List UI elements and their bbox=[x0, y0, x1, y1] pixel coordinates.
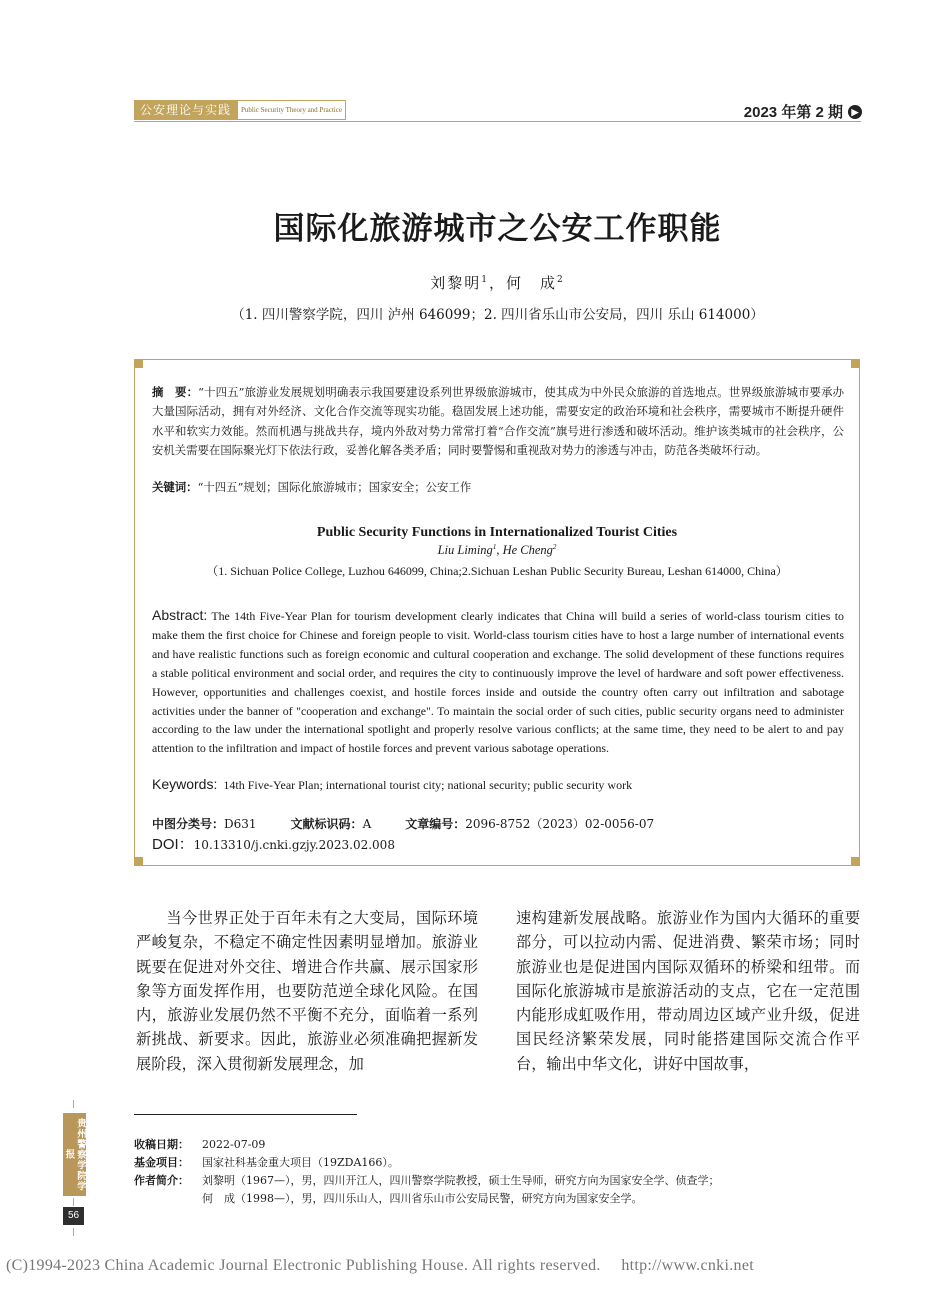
abstract-en bbox=[152, 606, 844, 758]
footnote-rule bbox=[134, 1114, 357, 1115]
english-author-1-sup: 1 bbox=[492, 543, 497, 551]
abstract-cn-label: 摘 要： bbox=[152, 385, 199, 399]
clc-value: D631 bbox=[224, 817, 257, 831]
box-corner bbox=[851, 359, 860, 368]
box-corner bbox=[134, 857, 143, 866]
footnote-author bbox=[134, 1172, 860, 1190]
side-divider bbox=[73, 1100, 74, 1108]
english-author-2: He Cheng bbox=[502, 543, 553, 558]
issue-text: 2023 年第 2 期 bbox=[743, 104, 843, 121]
box-corner bbox=[851, 857, 860, 866]
journal-tag bbox=[134, 100, 346, 120]
footnote-received bbox=[134, 1136, 860, 1154]
author-sep: ， bbox=[488, 274, 506, 292]
page-number: 56 bbox=[63, 1207, 84, 1225]
chevron-right-icon: ▶ bbox=[848, 105, 862, 119]
body-column-right: 速构建新发展战略。旅游业作为国内大循环的重要部分，可以拉动内需、促进消费、繁荣市场；同时旅游业也是促进国内国际双循环的桥梁和纽带。而国际化旅游城市是旅游活动的支点，它在一定范围内能形成虹吸作用，带动周边区域产业升级，促进国民经济繁荣发展，同时能搭建国际交流合作平台，输出中华文化，讲好中国故事， bbox=[516, 909, 860, 1073]
english-affiliation: （1. Sichuan Police College, Luzhou 646099, China;2.Sichuan Leshan Public Security Bureau, Leshan 614000, China） bbox=[206, 564, 788, 578]
keywords-en bbox=[152, 776, 844, 793]
footnote-author-2 bbox=[134, 1190, 860, 1208]
author-bio-1: 刘黎明（1967—），男，四川开江人，四川警察学院教授，硕士生导师，研究方向为国家安全学、侦查学； bbox=[202, 1174, 720, 1187]
english-author-2-sup: 2 bbox=[552, 543, 557, 551]
journal-side-tab: 贵州警察学院学报 bbox=[63, 1113, 86, 1196]
journal-name-cn: 公安理论与实践 bbox=[134, 100, 237, 120]
paper-title: 国际化旅游城市之公安工作职能 bbox=[273, 211, 722, 247]
abstract-en-label: Abstract: bbox=[152, 607, 208, 623]
author-1-sup: 1 bbox=[481, 275, 489, 285]
fund-value: 国家社科基金重大项目（19ZDA166）。 bbox=[202, 1156, 399, 1169]
english-author-1: Liu Liming bbox=[437, 543, 493, 558]
keywords-cn-label: 关键词： bbox=[152, 480, 198, 494]
authors bbox=[0, 272, 950, 293]
side-divider bbox=[73, 1228, 74, 1236]
box-corner bbox=[134, 359, 143, 368]
keywords-en-label: Keywords: bbox=[152, 776, 218, 792]
copyright-watermark: (C)1994-2023 China Academic Journal Electronic Publishing House. All rights reserved. http://www.cnki.net bbox=[6, 1257, 754, 1274]
doc-code-field bbox=[291, 815, 372, 832]
body-column-left: 当今世界正处于百年未有之大变局，国际环境严峻复杂，不稳定不确定性因素明显增加。旅游业既要在促进对外交往、增进合作共赢、展示国家形象等方面发挥作用，也要防范逆全球化风险。在国内，旅游业发展仍然不平衡不充分，面临着一系列新挑战、新要求。因此，旅游业必须准确把握新发展阶段，深入贯彻新发展理念，加 bbox=[136, 909, 478, 1073]
classification-meta bbox=[152, 815, 654, 832]
footnotes bbox=[134, 1136, 860, 1208]
article-no-label: 文章编号： bbox=[405, 817, 466, 831]
doi bbox=[152, 833, 395, 854]
doi-label: DOI： bbox=[152, 836, 194, 853]
author-2-sup: 2 bbox=[557, 275, 565, 285]
article-no-value: 2096-8752（2023）02-0056-07 bbox=[465, 817, 655, 831]
received-label: 收稿日期： bbox=[134, 1138, 189, 1151]
keywords-en-text: 14th Five-Year Plan; international tourist city; national security; public security work bbox=[223, 778, 633, 792]
keywords-cn-text: “十四五”规划；国际化旅游城市；国家安全；公安工作 bbox=[197, 480, 472, 494]
clc-label: 中图分类号： bbox=[152, 817, 225, 831]
english-author-sep: , bbox=[496, 543, 503, 558]
doi-value: 10.13310/j.cnki.gzjy.2023.02.008 bbox=[193, 838, 395, 852]
author-2: 何 成 bbox=[506, 274, 558, 292]
issue-label bbox=[744, 101, 862, 122]
clc-field bbox=[152, 815, 257, 832]
abstract-cn bbox=[152, 383, 844, 460]
side-divider bbox=[73, 1198, 74, 1206]
footnote-fund bbox=[134, 1154, 860, 1172]
english-authors bbox=[134, 543, 860, 558]
abstract-cn-text: “十四五”旅游业发展规划明确表示我国要建设系列世界级旅游城市，使其成为中外民众旅游的首选地点。世界级旅游城市要承办大量国际活动，拥有对外经济、文化合作交流等现实功能。稳固发展上述功能，需要安定的政治环境和社会秩序，需要城市不断提升硬件水平和软实力效能。然而机遇与挑战共存，境内外敌对势力常常打着“合作交流”旗号进行渗透和破坏活动。维护该类城市的社会秩序，公安机关需要在国际聚光灯下依法行政，妥善化解各类矛盾；同时要警惕和重视敌对势力的渗透与冲击，防范各类破坏行动。 bbox=[152, 385, 844, 457]
doc-code-value: A bbox=[362, 817, 372, 831]
author-bio-2: 何 成（1998—），男，四川乐山人，四川省乐山市公安局民警，研究方向为国家安全学。 bbox=[202, 1192, 643, 1205]
author-bio-label: 作者简介： bbox=[134, 1174, 189, 1187]
keywords-cn bbox=[152, 478, 844, 497]
received-value: 2022-07-09 bbox=[202, 1138, 266, 1151]
journal-name-en: Public Security Theory and Practice bbox=[237, 100, 346, 120]
english-title: Public Security Functions in Internationalized Tourist Cities bbox=[316, 525, 678, 540]
affiliation: （1. 四川警察学院，四川 泸州 646099；2. 四川省乐山市公安局，四川 乐山 614000） bbox=[231, 307, 764, 323]
abstract-en-text: The 14th Five-Year Plan for tourism development clearly indicates that China will build a series of world-class tourism cities to make them the first choice for Chinese and foreign people to visit. World-class tourism cities have to host a large number of international events and have realistic functions such as foreign economic and cultural cooperation and exchange. The solid development of these functions requires a stable political environment and social order, and requires the city to continuously improve the level of hardware and soft power effectiveness. However, opportunities and challenges coexist, and hostile forces inside and outside the country often carry out infiltration and sabotage activities under the banner of "cooperation and exchange". To maintain the social order of such cities, public security organs need to administer according to the law under the international spotlight and properly resolve various conflicts; at the same time, they need to be alert to and pay attention to the infiltration and impact of hostile forces and prevent various sabotage operations. bbox=[152, 609, 844, 756]
article-no-field bbox=[405, 815, 654, 832]
author-1: 刘黎明 bbox=[430, 274, 482, 292]
doc-code-label: 文献标识码： bbox=[290, 817, 363, 831]
fund-label: 基金项目： bbox=[134, 1156, 189, 1169]
